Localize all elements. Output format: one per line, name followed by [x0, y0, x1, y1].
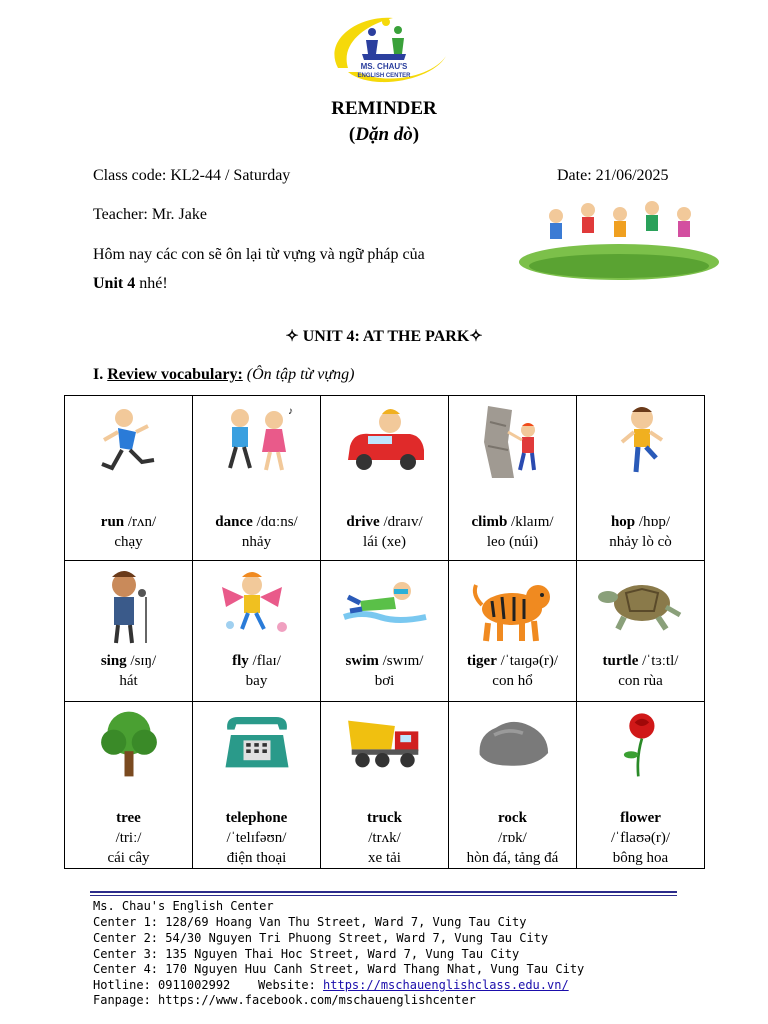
- date: Date: 21/06/2025: [557, 167, 669, 184]
- footer-divider: [90, 895, 677, 896]
- singer-icon: [84, 567, 174, 647]
- dancing-kids-icon: [212, 402, 302, 482]
- rose-icon: [596, 708, 686, 780]
- vocab-cell: rock /rɒk/ hòn đá, tảng đá: [449, 702, 577, 869]
- footer-website: Website: https://mschauenglishclass.edu.vn/: [258, 978, 569, 992]
- footer-fanpage: Fanpage: https://www.facebook.com/mschauenglishcenter: [93, 993, 476, 1007]
- tree-icon: [84, 708, 174, 780]
- car-driver-icon: [340, 402, 430, 482]
- vocab-cell: hop /hɒp/ nhảy lò cò: [577, 396, 705, 561]
- website-link[interactable]: https://mschauenglishclass.edu.vn/: [323, 978, 569, 992]
- vocab-cell: ♪ dance /dɑːns/ nhảy: [193, 396, 321, 561]
- vocab-cell: tree /triː/ cái cây: [65, 702, 193, 869]
- vocab-cell: run /rʌn/ chạy: [65, 396, 193, 561]
- vocab-cell: tiger /ˈtaɪɡə(r)/ con hổ: [449, 561, 577, 702]
- footer-center-name: Ms. Chau's English Center: [93, 899, 274, 913]
- logo-line2: ENGLISH CENTER: [357, 73, 411, 79]
- flying-boy-icon: [212, 567, 302, 647]
- vocab-cell: climb /klaɪm/ leo (núi): [449, 396, 577, 561]
- jumping-kids-illustration: [518, 196, 720, 280]
- swimmer-icon: [340, 567, 430, 647]
- center-logo: [318, 10, 450, 90]
- logo-line1: MS. CHAU'S: [360, 62, 408, 71]
- vocab-cell: flower /ˈflaʊə(r)/ bông hoa: [577, 702, 705, 869]
- vocab-cell: fly /flaɪ/ bay: [193, 561, 321, 702]
- vocab-cell: swim /swɪm/ bơi: [321, 561, 449, 702]
- vocab-cell: truck /trʌk/ xe tải: [321, 702, 449, 869]
- running-boy-icon: [84, 402, 174, 482]
- page-subtitle: (Dặn dò): [348, 124, 420, 145]
- vocab-cell: turtle /ˈtɜːtl/ con rùa: [577, 561, 705, 702]
- svg-text:♪: ♪: [287, 406, 293, 417]
- vocab-cell: sing /sɪŋ/ hát: [65, 561, 193, 702]
- hopping-boy-icon: [596, 402, 686, 482]
- unit-title: ✧ UNIT 4: AT THE PARK✧: [285, 328, 483, 345]
- rock-climber-icon: [468, 402, 558, 482]
- vocab-cell: drive /draɪv/ lái (xe): [321, 396, 449, 561]
- teacher: Teacher: Mr. Jake: [93, 206, 207, 223]
- message-line2: Unit 4 nhé!: [93, 275, 168, 292]
- tiger-icon: [468, 567, 558, 647]
- turtle-icon: [596, 567, 686, 647]
- vocabulary-table: [64, 395, 705, 869]
- footer-center-3: Center 3: 135 Nguyen Thai Hoc Street, Ward 7, Vung Tau City: [93, 947, 520, 961]
- message-line1: Hôm nay các con sẽ ôn lại từ vựng và ngữ pháp của: [93, 246, 425, 263]
- footer-center-1: Center 1: 128/69 Hoang Van Thu Street, Ward 7, Vung Tau City: [93, 915, 527, 929]
- section-heading: I. Review vocabulary: (Ôn tập từ vựng): [93, 366, 355, 383]
- rock-icon: [468, 708, 558, 780]
- footer-divider: [90, 891, 677, 893]
- vocab-cell: telephone /ˈtelɪfəʊn/ điện thoại: [193, 702, 321, 869]
- footer-center-2: Center 2: 54/30 Nguyen Tri Phuong Street, Ward 7, Vung Tau City: [93, 931, 549, 945]
- truck-icon: [340, 708, 430, 780]
- footer-hotline: Hotline: 0911002992: [93, 978, 231, 992]
- footer-center-4: Center 4: 170 Nguyen Huu Canh Street, Ward Thang Nhat, Vung Tau City: [93, 962, 585, 976]
- class-code: Class code: KL2-44 / Saturday: [93, 167, 291, 184]
- telephone-icon: [212, 708, 302, 780]
- page-title: REMINDER: [331, 98, 437, 119]
